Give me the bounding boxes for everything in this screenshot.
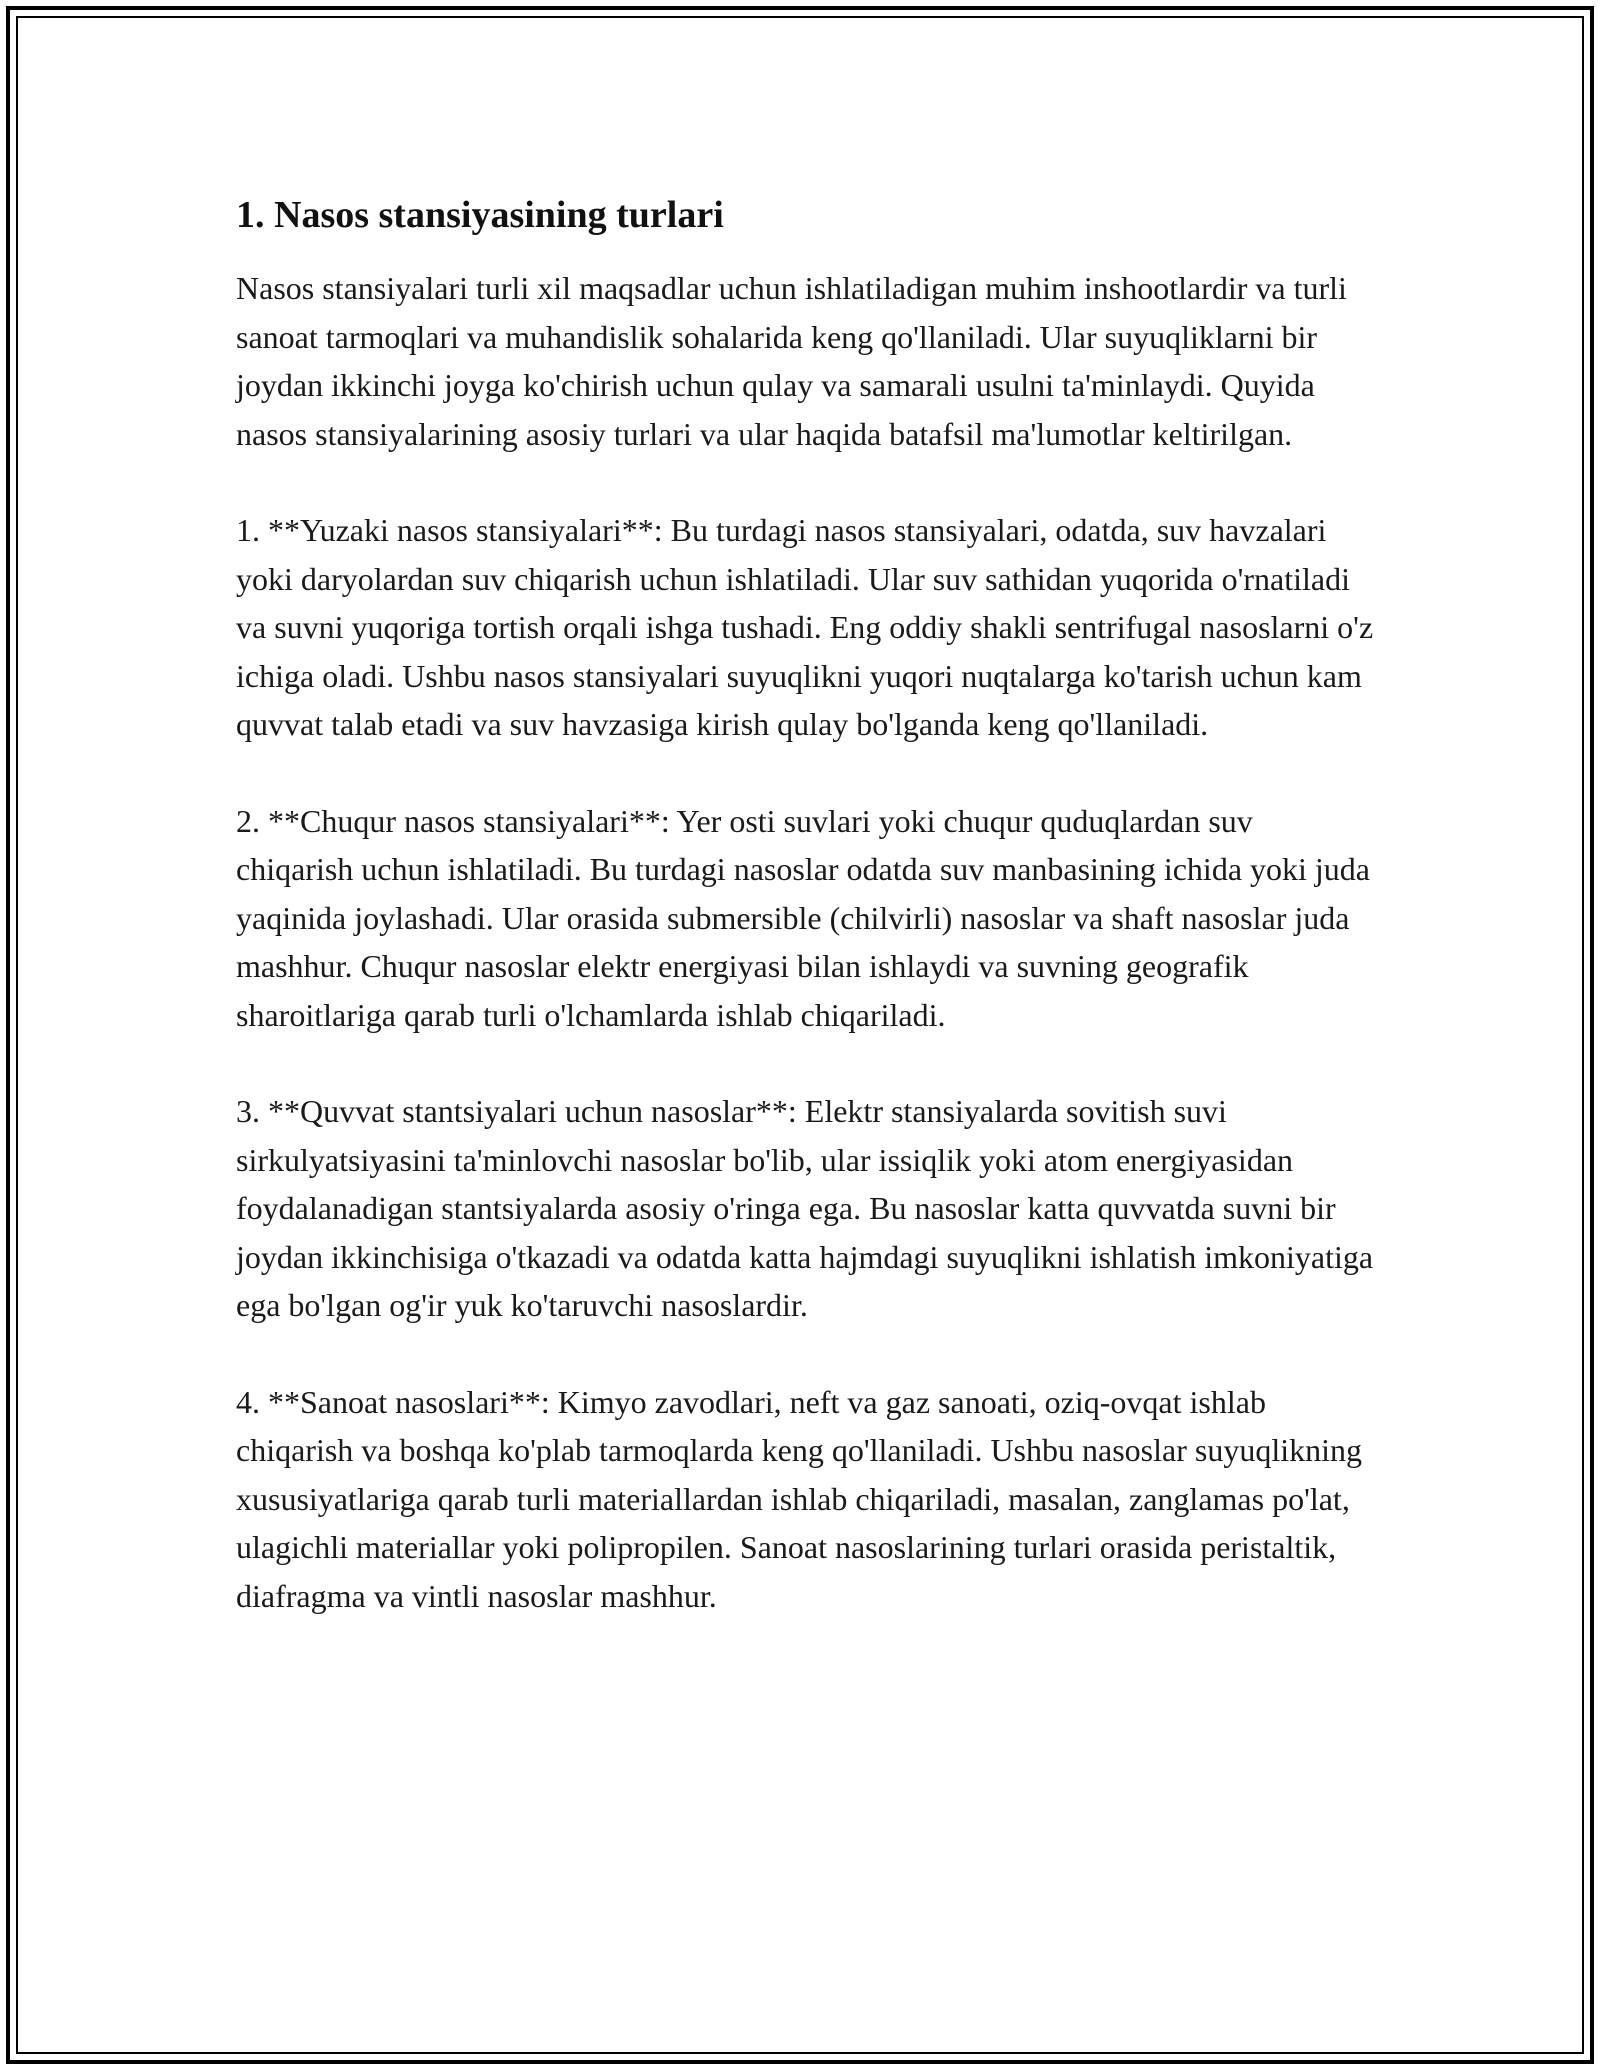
paragraph-surface-pump-stations: 1. **Yuzaki nasos stansiyalari**: Bu turdagi nasos stansiyalari, odatda, suv havzalari yoki daryolardan suv chiqarish uchun ishlatiladi. Ular suv sathidan yuqorida o'rnatiladi va suvni yuqoriga tortish orqali ishga tushadi. Eng oddiy shakli sentrifugal nasoslarni o'z ichiga oladi. Ushbu nasos stansiyalari suyuqlikni yuqori nuqtalarga ko'tarish uchun kam quvvat talab etadi va suv havzasiga kirish qulay bo'lganda keng qo'llaniladi. <box>236 512 1374 742</box>
document-body <box>236 186 1376 1620</box>
intro-paragraph: Nasos stansiyalari turli xil maqsadlar uchun ishlatiladigan muhim inshootlardir va turli sanoat tarmoqlari va muhandislik sohalarida keng qo'llaniladi. Ular suyuqliklarni bir joydan ikkinchi joyga ko'chirish uchun qulay va samarali usulni ta'minlaydi. Quyida nasos stansiyalarining asosiy turlari va ular haqida batafsil ma'lumotlar keltirilgan. <box>236 270 1347 452</box>
section-heading: 1. Nasos stansiyasining turlari <box>236 194 724 236</box>
paragraph-power-station-pumps: 3. **Quvvat stantsiyalari uchun nasoslar**: Elektr stansiyalarda sovitish suvi sirkulyatsiyasini ta'minlovchi nasoslar bo'lib, ular issiqlik yoki atom energiyasidan foydalanadigan stantsiyalarda asosiy o'ringa ega. Bu nasoslar katta quvvatda suvni bir joydan ikkinchisiga o'tkazadi va odatda katta hajmdagi suyuqlikni ishlatish imkoniyatiga ega bo'lgan og'ir yuk ko'taruvchi nasoslardir. <box>236 1093 1374 1323</box>
paragraph-industrial-pumps: 4. **Sanoat nasoslari**: Kimyo zavodlari, neft va gaz sanoati, oziq-ovqat ishlab chiqarish va boshqa ko'plab tarmoqlarda keng qo'llaniladi. Ushbu nasoslar suyuqlikning xususiyatlariga qarab turli materiallardan ishlab chiqariladi, masalan, zanglamas po'lat, ulagichli materiallar yoki polipropilen. Sanoat nasoslarining turlari orasida peristaltik, diafragma va vintli nasoslar mashhur. <box>236 1383 1362 1614</box>
paragraph-deep-pump-stations: 2. **Chuqur nasos stansiyalari**: Yer osti suvlari yoki chuqur quduqlardan suv chiqarish uchun ishlatiladi. Bu turdagi nasoslar odatda suv manbasining ichida yoki juda yaqinida joylashadi. Ular orasida submersible (chilvirli) nasoslar va shaft nasoslar juda mashhur. Chuqur nasoslar elektr energiyasi bilan ishlaydi va suvning geografik sharoitlariga qarab turli o'lchamlarda ishlab chiqariladi. <box>236 802 1370 1033</box>
